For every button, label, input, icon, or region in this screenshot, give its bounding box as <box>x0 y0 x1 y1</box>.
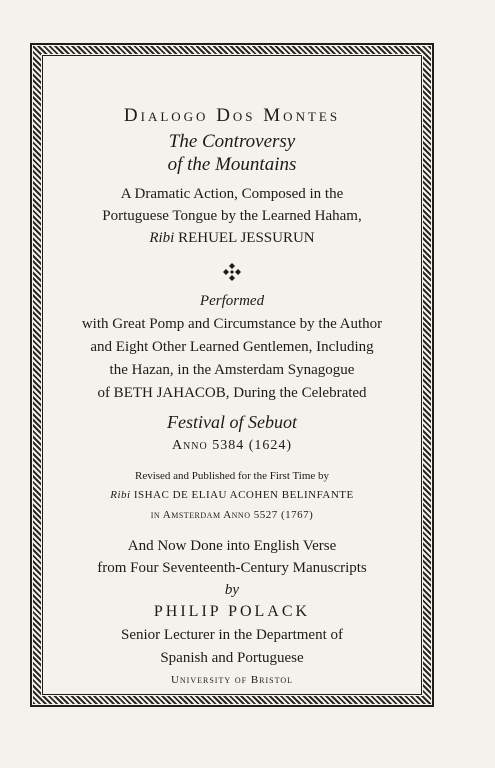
translator-affiliation: University of Bristol <box>170 674 294 686</box>
performance-line-4: of BETH JAHACOB, During the Celebrated <box>97 385 367 401</box>
festival-name: Festival of Sebuot <box>167 412 297 432</box>
performance-line-2: and Eight Other Learned Gentlemen, Including <box>90 339 374 355</box>
translation-line-2: from Four Seventeenth-Century Manuscripts <box>97 560 367 576</box>
translator-name: PHILIP POLACK <box>153 603 311 620</box>
author-name: REHUEL JESSURUN <box>178 230 315 246</box>
diamond-ornament-icon <box>222 262 242 282</box>
reviser-name: ISHAC DE ELIAU ACOHEN BELINFANTE <box>133 489 354 501</box>
title-block <box>42 55 422 695</box>
performance-line-3: the Hazan, in the Amsterdam Synagogue <box>109 362 355 378</box>
main-title: Dialogo Dos Montes <box>123 105 341 126</box>
revised-line-1: Revised and Published for the First Time by <box>134 470 330 482</box>
performed-heading: Performed <box>199 293 265 309</box>
author-line <box>42 230 422 247</box>
festival-anno: Anno 5384 (1624) <box>171 438 293 453</box>
author-title: Ribi <box>149 230 175 246</box>
performance-line-1: with Great Pomp and Circumstance by the Author <box>81 316 383 332</box>
translation-line-1: And Now Done into English Verse <box>127 538 337 554</box>
revised-line-2 <box>42 489 422 501</box>
translation-by: by <box>224 582 240 598</box>
subtitle-line-1: The Controversy <box>168 131 296 152</box>
revised-line-3: in Amsterdam Anno 5527 (1767) <box>150 509 314 521</box>
reviser-title: Ribi <box>110 489 131 501</box>
subtitle-line-2: of the Mountains <box>167 154 297 175</box>
translator-position-1: Senior Lecturer in the Department of <box>121 627 343 643</box>
description-line-2: Portuguese Tongue by the Learned Haham, <box>102 208 362 224</box>
translator-position-2: Spanish and Portuguese <box>160 650 304 666</box>
description-line-1: A Dramatic Action, Composed in the <box>120 186 344 202</box>
